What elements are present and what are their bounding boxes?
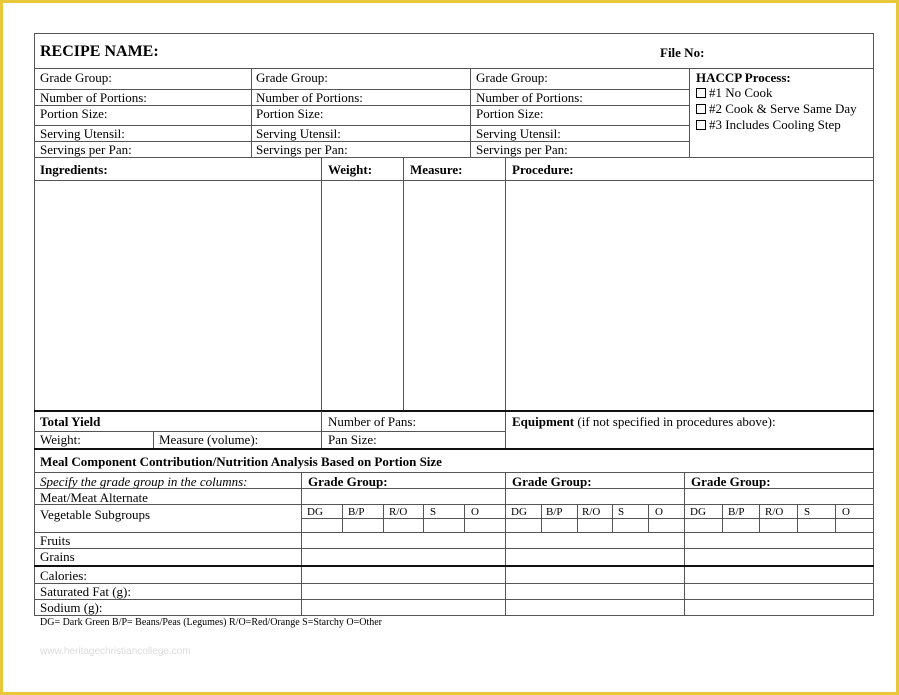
subgroup-dg-2: DG [511, 506, 527, 518]
file-no-label: File No: [660, 45, 705, 60]
total-yield-label: Total Yield [40, 414, 101, 429]
ingredients-header: Ingredients: [40, 162, 108, 177]
subgroup-bp-3: B/P [728, 506, 745, 518]
subgroup-dg-1: DG [307, 506, 323, 518]
subgroup-ro-2: R/O [582, 506, 601, 518]
fruits-label: Fruits [40, 533, 71, 548]
portion-size-label-2: Portion Size: [256, 106, 324, 121]
grade-group-col-2: Grade Group: [512, 474, 592, 489]
subgroup-ro-3: R/O [765, 506, 784, 518]
portion-size-label-3: Portion Size: [476, 106, 544, 121]
portions-label-2: Number of Portions: [256, 90, 363, 105]
subgroup-s-3: S [804, 506, 811, 518]
subgroup-s-1: S [430, 506, 437, 518]
number-of-pans-label: Number of Pans: [328, 414, 417, 429]
form-bottom-border [34, 615, 874, 616]
haccp-option-cook-serve[interactable]: #2 Cook & Serve Same Day [696, 101, 857, 116]
subgroup-bp-1: B/P [348, 506, 365, 518]
header-divider [34, 68, 874, 69]
subgroup-legend: DG= Dark Green B/P= Beans/Peas (Legumes) R/O=Red/Orange S=Starchy O=Other [40, 617, 383, 628]
vegetable-subgroups-label: Vegetable Subgroups [40, 507, 151, 522]
nutrition-title: Meal Component Contribution/Nutrition Analysis Based on Portion Size [40, 454, 442, 469]
procedure-header: Procedure: [512, 162, 574, 177]
grains-label: Grains [40, 549, 75, 564]
weight-header: Weight: [328, 162, 373, 177]
measure-volume-label: Measure (volume): [159, 432, 259, 447]
subgroup-o-3: O [842, 506, 850, 518]
checkbox-icon[interactable] [696, 120, 706, 130]
haccp-option-cooling[interactable]: #3 Includes Cooling Step [696, 117, 841, 132]
form-left-border [34, 33, 35, 615]
servings-per-pan-label-3: Servings per Pan: [476, 142, 568, 157]
portions-label-3: Number of Portions: [476, 90, 583, 105]
subgroup-o-2: O [655, 506, 663, 518]
grade-group-label-2: Grade Group: [256, 70, 328, 85]
meat-alternate-label: Meat/Meat Alternate [40, 490, 148, 505]
yield-weight-label: Weight: [40, 432, 81, 447]
servings-per-pan-label-1: Servings per Pan: [40, 142, 132, 157]
checkbox-icon[interactable] [696, 88, 706, 98]
portion-size-label-1: Portion Size: [40, 106, 108, 121]
subgroup-ro-1: R/O [389, 506, 408, 518]
recipe-name-label: RECIPE NAME: [40, 43, 159, 60]
grade-group-label-1: Grade Group: [40, 70, 112, 85]
specify-note: Specify the grade group in the columns: [40, 474, 248, 489]
haccp-title: HACCP Process: [696, 70, 791, 85]
saturated-fat-label: Saturated Fat (g): [40, 584, 131, 599]
calories-label: Calories: [40, 568, 87, 583]
equipment-label: Equipment (if not specified in procedures above): [512, 414, 776, 429]
serving-utensil-label-3: Serving Utensil: [476, 126, 561, 141]
grade-group-label-3: Grade Group: [476, 70, 548, 85]
measure-header: Measure: [410, 162, 463, 177]
portions-label-1: Number of Portions: [40, 90, 147, 105]
serving-utensil-label-2: Serving Utensil: [256, 126, 341, 141]
form-top-border [34, 33, 874, 34]
servings-per-pan-label-2: Servings per Pan: [256, 142, 348, 157]
watermark: www.heritagechristiancollege.com [40, 646, 191, 657]
subgroup-bp-2: B/P [546, 506, 563, 518]
subgroup-dg-3: DG [690, 506, 706, 518]
subgroup-o-1: O [471, 506, 479, 518]
pan-size-label: Pan Size: [328, 432, 377, 447]
subgroup-s-2: S [618, 506, 625, 518]
sodium-label: Sodium (g): [40, 600, 103, 615]
grade-group-col-1: Grade Group: [308, 474, 388, 489]
serving-utensil-label-1: Serving Utensil: [40, 126, 125, 141]
checkbox-icon[interactable] [696, 104, 706, 114]
haccp-option-no-cook[interactable]: #1 No Cook [696, 85, 773, 100]
form-right-border [873, 33, 874, 615]
grade-group-col-3: Grade Group: [691, 474, 771, 489]
